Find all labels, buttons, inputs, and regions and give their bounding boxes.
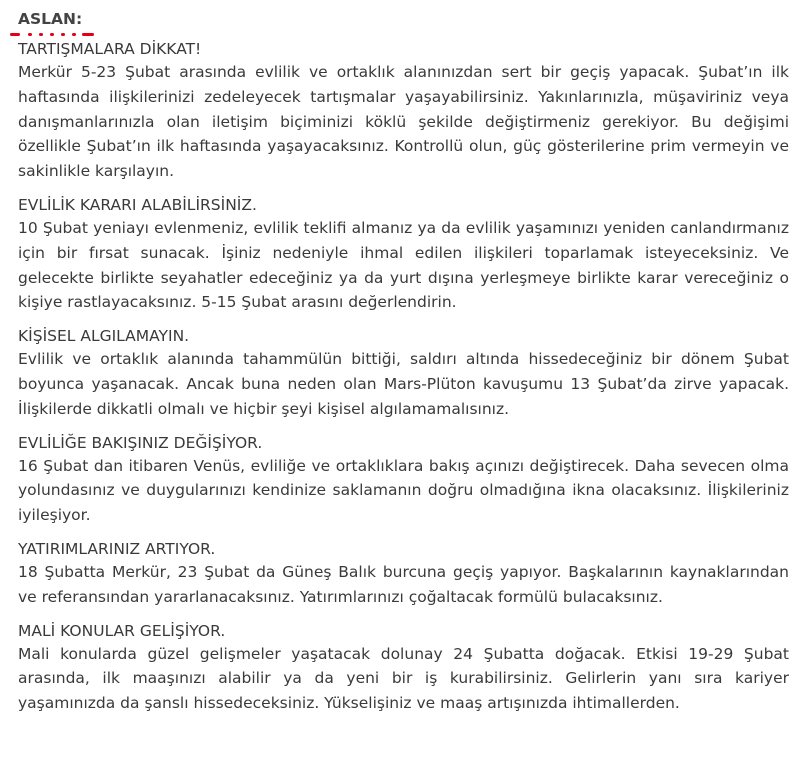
section-title: EVLİLİK KARARI ALABİLİRSİNİZ.: [18, 195, 257, 214]
section-body: Mali konularda güzel gelişmeler yaşatacak dolunay 24 Şubatta doğacak. Etkisi 19-29 Şubat arasında, ilk maaşınızı alabilir ya da yeni bir iş kurabilirsiniz. Gelirlerin yanı sıra kariyer yaşamınızda da şanslı hissedeceksiniz. Yükselişiniz ve maaş artışınızda ihtimallerden.: [18, 644, 789, 713]
section-yatirimlar: [18, 538, 789, 610]
section-body: Merkür 5-23 Şubat arasında evlilik ve ortaklık alanınızdan sert bir geçiş yapacak. Şubat’ın ilk haftasında ilişkilerinizi zedeleyecek tartışmalar yaşayabilirsiniz. Yakınlarınızla, müşaviriniz veya danışmanlarınızla olan iletişim biçiminizi köklü şekilde değiştirmeniz gerekiyor. Bu değişimi özellikle Şubat’ın ilk haftasında yaşayacaksınız. Kontrollü olun, güç gösterilerine prim vermeyin ve sakinlikle karşılayın.: [18, 63, 789, 181]
underline-dot: [72, 33, 76, 36]
section-body: 16 Şubat dan itibaren Venüs, evliliğe ve ortaklıklara bakış açınızı değiştirecek. Daha sevecen olma yolundasınız ve duygularınızı kendinize saklamanın doğru olmadığına ikna olacaksınız. İlişkileriniz iyileşiyor.: [18, 456, 789, 525]
underline-dot: [39, 33, 43, 36]
underline-dot: [50, 33, 54, 36]
underline-dash: [82, 33, 94, 36]
horoscope-article: [18, 8, 789, 726]
underline-dash: [10, 33, 20, 36]
section-mali-konular: [18, 620, 789, 716]
underline-dot: [61, 33, 65, 36]
section-evlilige-bakis: [18, 432, 789, 528]
section-kisisel: [18, 325, 789, 421]
section-title: YATIRIMLARINIZ ARTIYOR.: [18, 539, 216, 558]
underline-dot: [28, 33, 32, 36]
heading-underline-decoration: [10, 30, 100, 38]
section-title: MALİ KONULAR GELİŞİYOR.: [18, 621, 226, 640]
section-title: KİŞİSEL ALGILAMAYIN.: [18, 327, 190, 346]
section-body: Evlilik ve ortaklık alanında tahammülün bittiği, saldırı altında hissedeceğiniz bir dönem Şubat boyunca yaşanacak. Ancak buna neden olan Mars-Plüton kavuşumu 13 Şubat’da zirve yapacak. İlişkilerde dikkatli olmalı ve hiçbir şeyi kişisel algılamamalısınız.: [18, 350, 789, 418]
section-body: 10 Şubat yeniayı evlenmeniz, evlilik teklifi almanız ya da evlilik yaşamınızı yeniden canlandırmanız için bir fırsat sunacak. İşiniz nedeniyle ihmal edilen ilişkileri toparlamak isteyeceksiniz. Ve gelecekte birlikte seyahatler edeceğiniz ya da yurt dışına yerleşmeye birlikte karar vereceğiniz o kişiye rastlayacaksınız. 5-15 Şubat arasını değerlendirin.: [18, 218, 789, 312]
sign-heading: ASLAN:: [18, 10, 83, 28]
section-evlilik-karari: [18, 194, 789, 315]
section-title: EVLİLİĞE BAKIŞINIZ DEĞİŞİYOR.: [18, 433, 263, 452]
section-tartismalara: [18, 38, 789, 184]
section-body: 18 Şubatta Merkür, 23 Şubat da Güneş Balık burcuna geçiş yapıyor. Başkalarının kaynaklarından ve referansından yararlanacaksınız. Yatırımlarınızı çoğaltacak formülü bulacaksınız.: [18, 562, 789, 606]
section-title: TARTIŞMALARA DİKKAT!: [18, 40, 202, 58]
